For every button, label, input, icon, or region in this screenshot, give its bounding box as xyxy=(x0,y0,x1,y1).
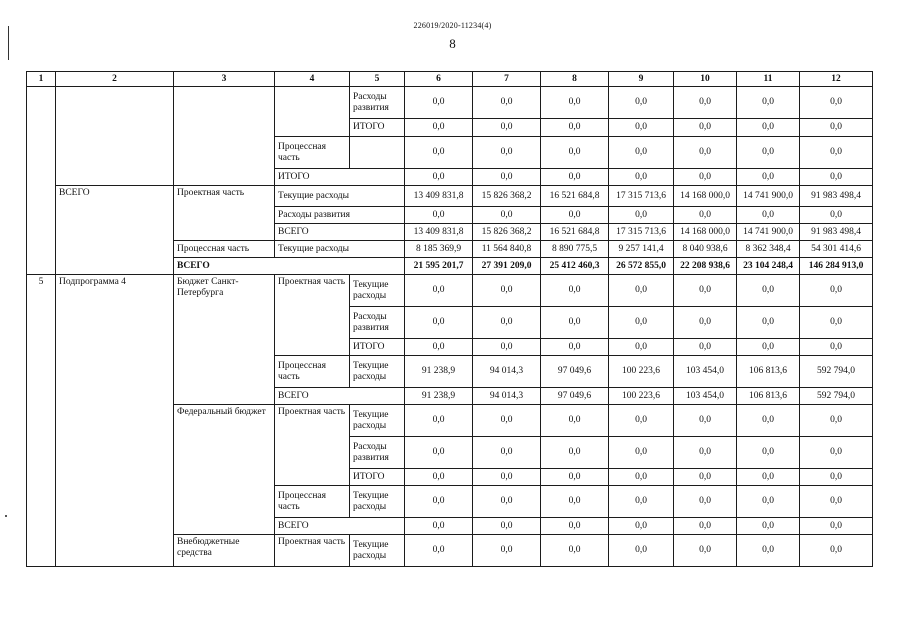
margin-dot xyxy=(5,515,7,517)
part-cell: Текущие расходы xyxy=(275,186,405,207)
header-cell: 12 xyxy=(800,72,873,87)
source-cell: Проектная часть xyxy=(174,186,275,241)
value-cell: 0,0 xyxy=(473,307,541,339)
budget-table xyxy=(26,71,873,567)
row-number-cell: 5 xyxy=(27,275,56,567)
value-cell: 0,0 xyxy=(405,535,473,567)
document-id: 226019/2020-11234(4) xyxy=(413,21,492,30)
header-cell: 10 xyxy=(674,72,737,87)
value-cell: 14 741 900,0 xyxy=(737,224,800,241)
value-cell: 8 040 938,6 xyxy=(674,241,737,258)
part-cell: ВСЕГО xyxy=(275,518,405,535)
value-cell: 0,0 xyxy=(800,137,873,169)
value-cell: 0,0 xyxy=(800,275,873,307)
value-cell: 0,0 xyxy=(609,137,674,169)
value-cell: 0,0 xyxy=(800,307,873,339)
value-cell: 0,0 xyxy=(674,535,737,567)
value-cell: 0,0 xyxy=(609,437,674,469)
value-cell: 0,0 xyxy=(473,437,541,469)
row-number-cell xyxy=(27,87,56,275)
part-cell: Проектная часть xyxy=(275,405,350,486)
expense-type: Расходы развития xyxy=(350,437,405,469)
value-cell: 0,0 xyxy=(674,275,737,307)
program-cell xyxy=(56,87,174,186)
value-cell: 0,0 xyxy=(541,518,609,535)
value-cell: 0,0 xyxy=(609,307,674,339)
value-cell: 0,0 xyxy=(674,87,737,119)
value-cell: 0,0 xyxy=(405,137,473,169)
source-cell: Внебюджетные средства xyxy=(174,535,275,567)
value-cell: 0,0 xyxy=(737,339,800,356)
part-cell: Расходы развития xyxy=(275,207,405,224)
value-cell: 0,0 xyxy=(737,437,800,469)
source-cell: Процессная часть xyxy=(174,241,275,258)
expense-type: ИТОГО xyxy=(350,339,405,356)
value-cell: 0,0 xyxy=(674,486,737,518)
value-cell: 8 890 775,5 xyxy=(541,241,609,258)
value-cell: 0,0 xyxy=(473,535,541,567)
value-cell: 0,0 xyxy=(541,469,609,486)
value-cell: 14 741 900,0 xyxy=(737,186,800,207)
value-cell: 0,0 xyxy=(473,405,541,437)
value-cell: 0,0 xyxy=(473,469,541,486)
page-number: 8 xyxy=(449,36,456,51)
part-cell: Процессная часть xyxy=(275,356,350,388)
expense-type: Текущие расходы xyxy=(350,275,405,307)
value-cell: 0,0 xyxy=(800,339,873,356)
value-cell: 8 185 369,9 xyxy=(405,241,473,258)
value-cell: 0,0 xyxy=(609,207,674,224)
expense-type: Текущие расходы xyxy=(350,535,405,567)
expense-type: ИТОГО xyxy=(350,469,405,486)
part-cell xyxy=(275,87,350,137)
value-cell: 0,0 xyxy=(800,207,873,224)
header-cell: 2 xyxy=(56,72,174,87)
value-cell: 0,0 xyxy=(405,518,473,535)
value-cell: 16 521 684,8 xyxy=(541,224,609,241)
value-cell: 0,0 xyxy=(800,518,873,535)
value-cell: 0,0 xyxy=(541,405,609,437)
table-row xyxy=(27,275,873,307)
header-cell: 7 xyxy=(473,72,541,87)
value-cell: 21 595 201,7 xyxy=(405,258,473,275)
expense-type: Текущие расходы xyxy=(350,356,405,388)
value-cell: 100 223,6 xyxy=(609,388,674,405)
value-cell: 0,0 xyxy=(609,87,674,119)
value-cell: 0,0 xyxy=(800,405,873,437)
value-cell: 100 223,6 xyxy=(609,356,674,388)
table-row xyxy=(27,87,873,119)
value-cell: 0,0 xyxy=(737,137,800,169)
value-cell: 0,0 xyxy=(737,518,800,535)
header-cell: 9 xyxy=(609,72,674,87)
value-cell: 0,0 xyxy=(405,119,473,137)
value-cell: 17 315 713,6 xyxy=(609,186,674,207)
value-cell: 0,0 xyxy=(800,87,873,119)
value-cell: 0,0 xyxy=(609,518,674,535)
source-cell: Бюджет Санкт-Петербурга xyxy=(174,275,275,405)
value-cell: 146 284 913,0 xyxy=(800,258,873,275)
value-cell: 0,0 xyxy=(674,339,737,356)
value-cell: 15 826 368,2 xyxy=(473,224,541,241)
value-cell: 0,0 xyxy=(541,119,609,137)
value-cell: 0,0 xyxy=(674,405,737,437)
value-cell: 0,0 xyxy=(541,339,609,356)
value-cell: 0,0 xyxy=(674,137,737,169)
part-cell: ВСЕГО xyxy=(275,388,405,405)
expense-type: Расходы развития xyxy=(350,307,405,339)
value-cell: 0,0 xyxy=(473,207,541,224)
part-cell: Процессная часть xyxy=(275,137,350,169)
value-cell: 22 208 938,6 xyxy=(674,258,737,275)
value-cell: 0,0 xyxy=(405,405,473,437)
value-cell: 54 301 414,6 xyxy=(800,241,873,258)
value-cell: 0,0 xyxy=(737,207,800,224)
value-cell: 0,0 xyxy=(609,119,674,137)
value-cell: 0,0 xyxy=(541,169,609,186)
value-cell: 14 168 000,0 xyxy=(674,224,737,241)
value-cell: 97 049,6 xyxy=(541,356,609,388)
value-cell: 0,0 xyxy=(405,275,473,307)
value-cell: 0,0 xyxy=(737,169,800,186)
value-cell: 0,0 xyxy=(541,535,609,567)
value-cell: 0,0 xyxy=(473,87,541,119)
value-cell: 0,0 xyxy=(737,486,800,518)
value-cell: 0,0 xyxy=(674,518,737,535)
program-cell: Подпрограмма 4 xyxy=(56,275,174,567)
value-cell: 103 454,0 xyxy=(674,356,737,388)
value-cell: 91 238,9 xyxy=(405,356,473,388)
value-cell: 0,0 xyxy=(674,437,737,469)
part-cell: Процессная часть xyxy=(275,486,350,518)
value-cell: 592 794,0 xyxy=(800,356,873,388)
value-cell: 0,0 xyxy=(609,169,674,186)
value-cell: 0,0 xyxy=(609,535,674,567)
value-cell: 11 564 840,8 xyxy=(473,241,541,258)
value-cell: 0,0 xyxy=(800,469,873,486)
value-cell: 16 521 684,8 xyxy=(541,186,609,207)
program-cell: ВСЕГО xyxy=(56,186,174,275)
table-row xyxy=(27,186,873,207)
value-cell: 0,0 xyxy=(800,535,873,567)
value-cell: 17 315 713,6 xyxy=(609,224,674,241)
value-cell: 0,0 xyxy=(541,207,609,224)
value-cell: 0,0 xyxy=(674,207,737,224)
header-cell: 5 xyxy=(350,72,405,87)
value-cell: 0,0 xyxy=(473,119,541,137)
value-cell: 0,0 xyxy=(473,518,541,535)
header-cell: 11 xyxy=(737,72,800,87)
value-cell: 0,0 xyxy=(800,437,873,469)
value-cell: 106 813,6 xyxy=(737,388,800,405)
part-cell: ВСЕГО xyxy=(275,224,405,241)
value-cell: 0,0 xyxy=(609,339,674,356)
value-cell: 27 391 209,0 xyxy=(473,258,541,275)
value-cell: 0,0 xyxy=(541,486,609,518)
expense-type xyxy=(350,137,405,169)
value-cell: 91 983 498,4 xyxy=(800,186,873,207)
expense-type: Текущие расходы xyxy=(350,405,405,437)
value-cell: 0,0 xyxy=(541,437,609,469)
expense-type: ИТОГО xyxy=(350,119,405,137)
value-cell: 0,0 xyxy=(405,207,473,224)
expense-type: Текущие расходы xyxy=(350,486,405,518)
value-cell: 0,0 xyxy=(405,87,473,119)
value-cell: 0,0 xyxy=(405,469,473,486)
part-cell: Текущие расходы xyxy=(275,241,405,258)
value-cell: 0,0 xyxy=(405,486,473,518)
part-cell: ИТОГО xyxy=(275,169,405,186)
value-cell: 0,0 xyxy=(473,339,541,356)
value-cell: 0,0 xyxy=(609,405,674,437)
header-cell: 1 xyxy=(27,72,56,87)
value-cell: 0,0 xyxy=(541,307,609,339)
value-cell: 0,0 xyxy=(737,469,800,486)
source-cell xyxy=(174,87,275,186)
value-cell: 0,0 xyxy=(674,119,737,137)
value-cell: 0,0 xyxy=(609,275,674,307)
expense-type: Расходы развития xyxy=(350,87,405,119)
value-cell: 0,0 xyxy=(405,437,473,469)
value-cell: 91 238,9 xyxy=(405,388,473,405)
source-cell: Федеральный бюджет xyxy=(174,405,275,535)
value-cell: 0,0 xyxy=(737,535,800,567)
value-cell: 0,0 xyxy=(609,469,674,486)
value-cell: 0,0 xyxy=(737,119,800,137)
grand-total-label: ВСЕГО xyxy=(174,258,405,275)
value-cell: 25 412 460,3 xyxy=(541,258,609,275)
header-cell: 8 xyxy=(541,72,609,87)
value-cell: 8 362 348,4 xyxy=(737,241,800,258)
header-cell: 3 xyxy=(174,72,275,87)
value-cell: 0,0 xyxy=(674,169,737,186)
value-cell: 13 409 831,8 xyxy=(405,186,473,207)
value-cell: 0,0 xyxy=(541,137,609,169)
value-cell: 15 826 368,2 xyxy=(473,186,541,207)
value-cell: 94 014,3 xyxy=(473,388,541,405)
value-cell: 0,0 xyxy=(609,486,674,518)
value-cell: 91 983 498,4 xyxy=(800,224,873,241)
value-cell: 23 104 248,4 xyxy=(737,258,800,275)
value-cell: 0,0 xyxy=(737,405,800,437)
value-cell: 0,0 xyxy=(800,486,873,518)
value-cell: 0,0 xyxy=(405,307,473,339)
part-cell: Проектная часть xyxy=(275,275,350,356)
value-cell: 0,0 xyxy=(405,339,473,356)
value-cell: 592 794,0 xyxy=(800,388,873,405)
value-cell: 0,0 xyxy=(405,169,473,186)
value-cell: 0,0 xyxy=(541,87,609,119)
value-cell: 0,0 xyxy=(473,275,541,307)
value-cell: 97 049,6 xyxy=(541,388,609,405)
value-cell: 14 168 000,0 xyxy=(674,186,737,207)
value-cell: 0,0 xyxy=(541,275,609,307)
header-cell: 6 xyxy=(405,72,473,87)
header-cell: 4 xyxy=(275,72,350,87)
value-cell: 0,0 xyxy=(674,307,737,339)
part-cell: Проектная часть xyxy=(275,535,350,567)
value-cell: 26 572 855,0 xyxy=(609,258,674,275)
header-row xyxy=(27,72,873,87)
value-cell: 0,0 xyxy=(737,275,800,307)
value-cell: 0,0 xyxy=(800,169,873,186)
value-cell: 13 409 831,8 xyxy=(405,224,473,241)
value-cell: 0,0 xyxy=(800,119,873,137)
value-cell: 9 257 141,4 xyxy=(609,241,674,258)
value-cell: 103 454,0 xyxy=(674,388,737,405)
value-cell: 94 014,3 xyxy=(473,356,541,388)
value-cell: 0,0 xyxy=(473,169,541,186)
value-cell: 0,0 xyxy=(737,87,800,119)
value-cell: 0,0 xyxy=(674,469,737,486)
value-cell: 0,0 xyxy=(473,486,541,518)
value-cell: 0,0 xyxy=(473,137,541,169)
value-cell: 106 813,6 xyxy=(737,356,800,388)
value-cell: 0,0 xyxy=(737,307,800,339)
